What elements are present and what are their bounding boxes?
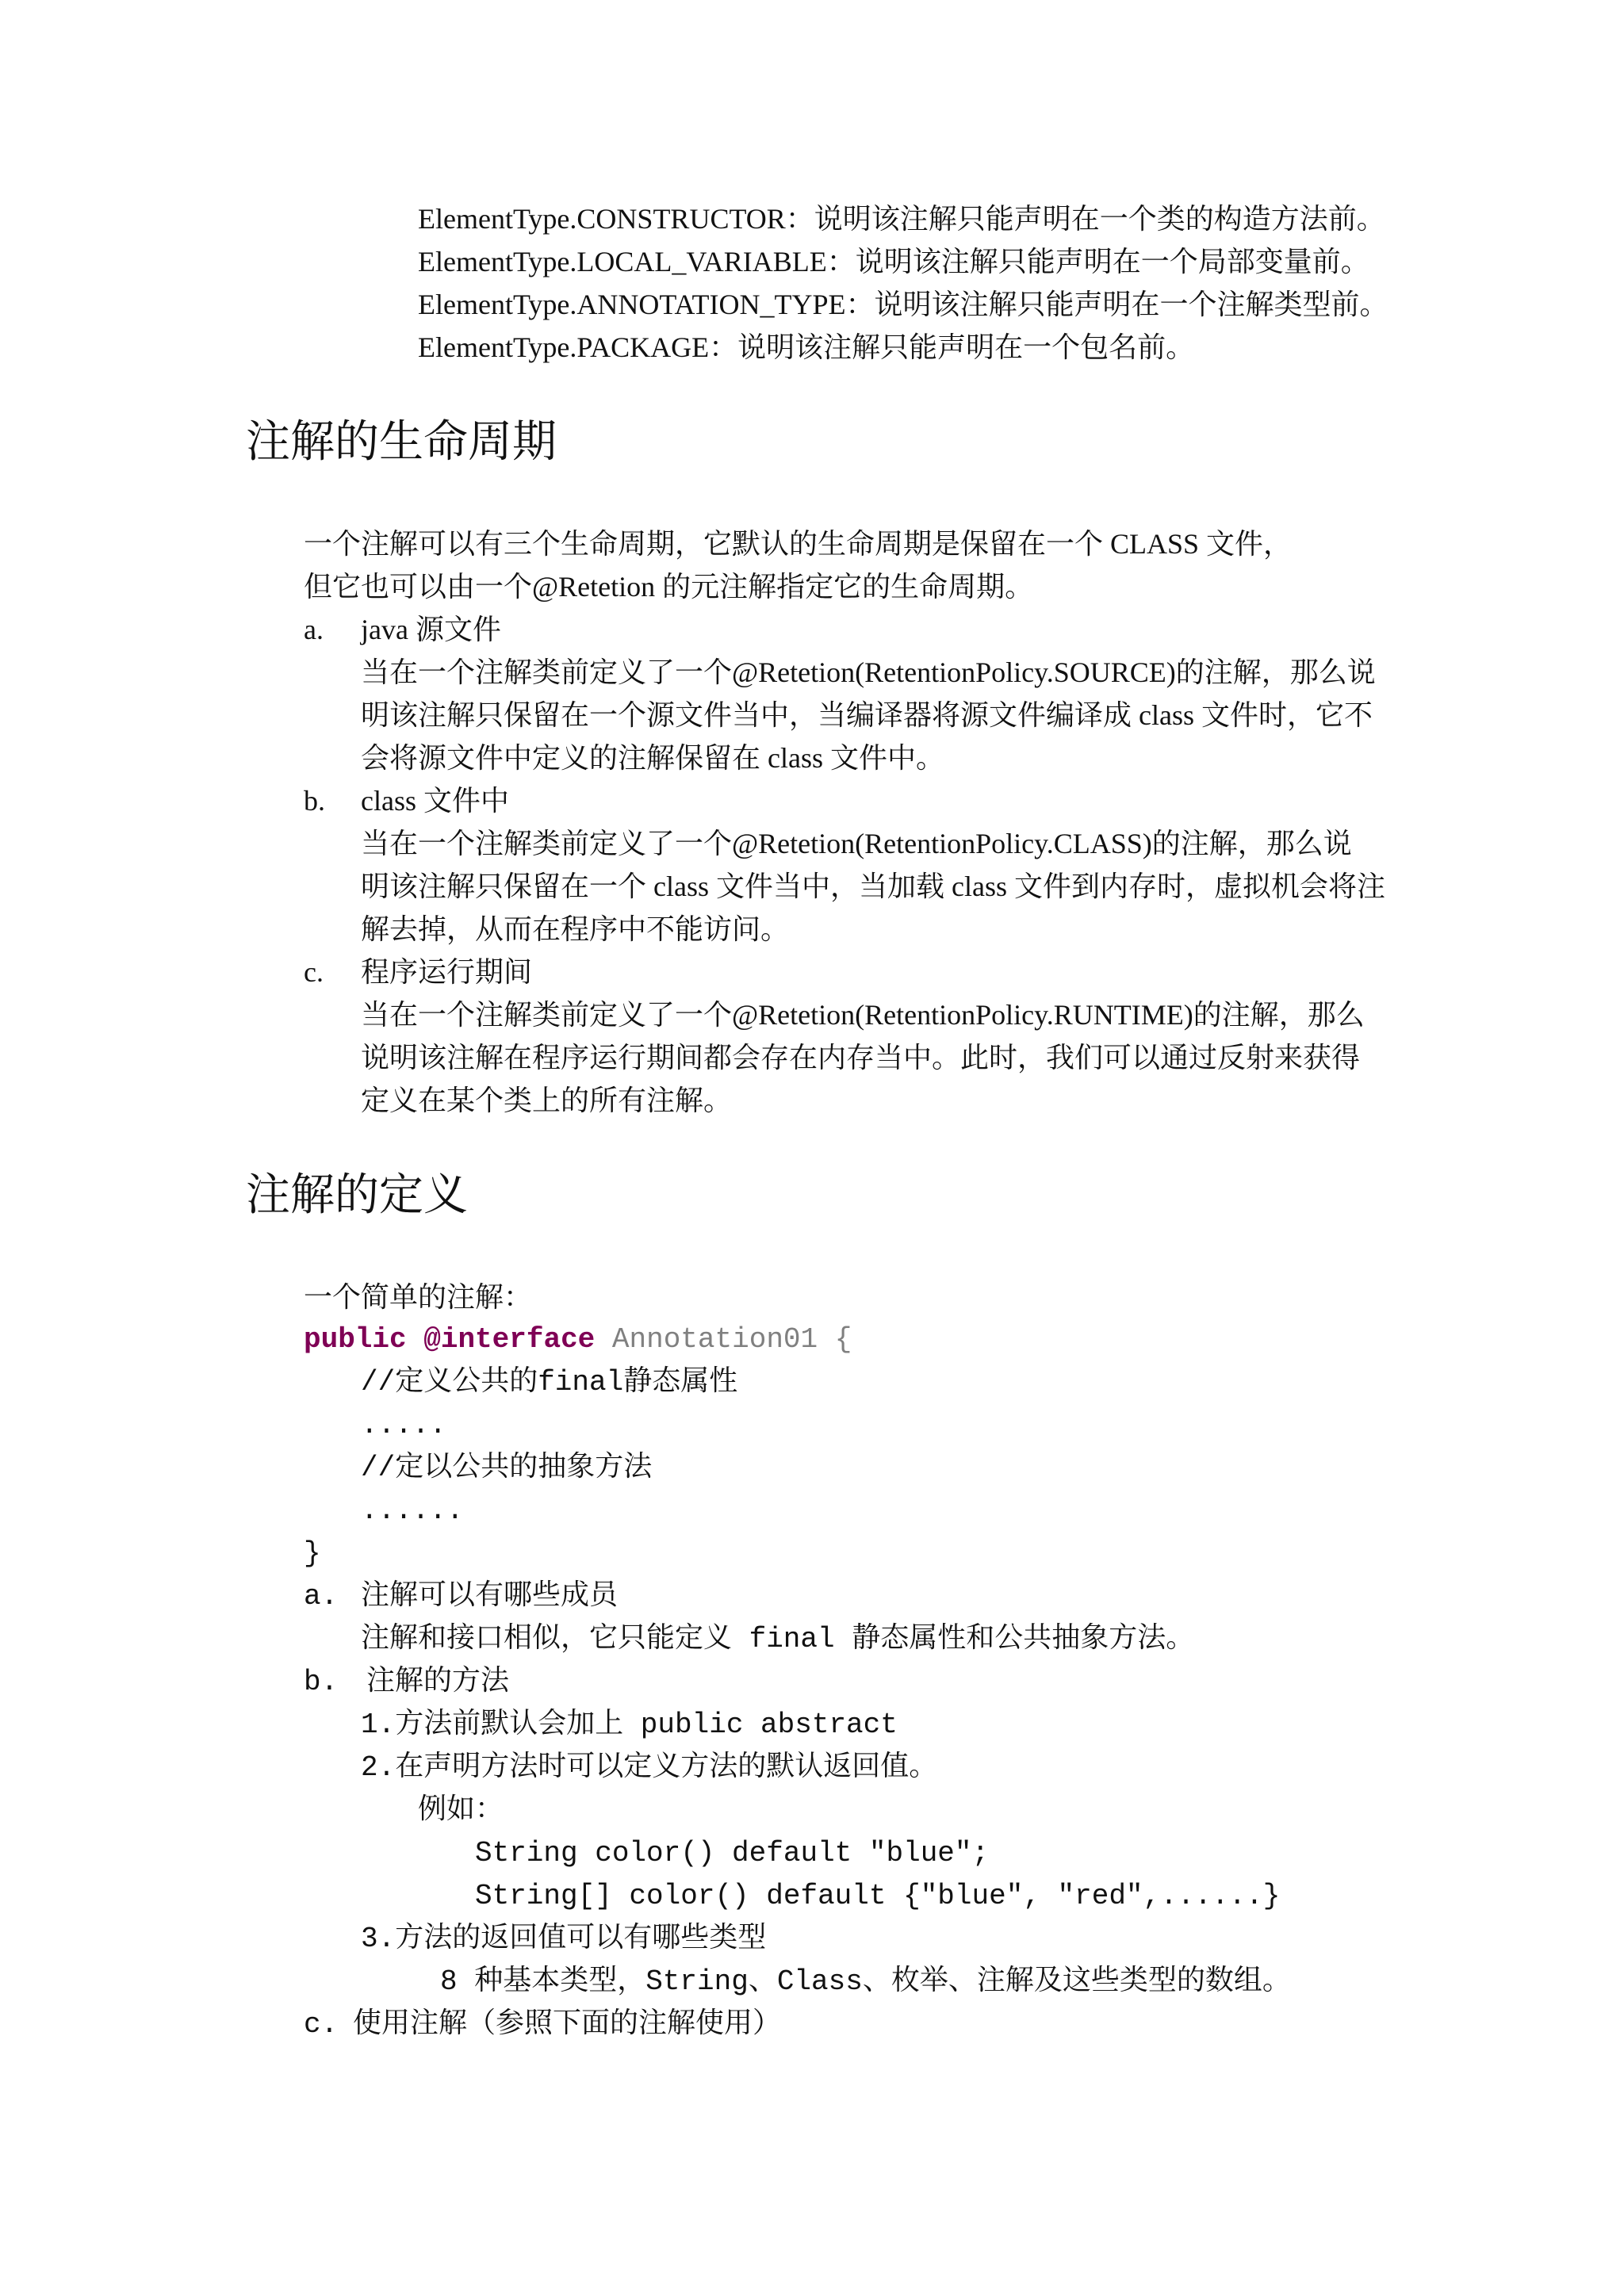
- definition-c-title: 使用注解（参照下面的注解使用）: [353, 2008, 782, 2041]
- code-keyword-public: public: [304, 1323, 407, 1356]
- list-marker-a: a.: [304, 614, 324, 645]
- lifecycle-item-a-line-3: 会将源文件中定义的注解保留在 class 文件中。: [361, 742, 944, 774]
- code-dots-1: .....: [361, 1409, 447, 1441]
- lifecycle-item-b-line-3: 解去掉，从而在程序中不能访问。: [361, 913, 790, 945]
- lifecycle-item-c-line-1: 当在一个注解类前定义了一个@Retetion(RetentionPolicy.RUNTIME)的注解，那么: [361, 999, 1365, 1031]
- lifecycle-item-a-title: java 源文件: [361, 614, 501, 645]
- lifecycle-item-b-line-2: 明该注解只保留在一个 class 文件当中，当加载 class 文件到内存时，虚拟机会将注: [361, 871, 1385, 902]
- lifecycle-item-b-line-1: 当在一个注解类前定义了一个@Retetion(RetentionPolicy.CLASS)的注解，那么说: [361, 828, 1352, 859]
- code-annotation-name: Annotation01 {: [611, 1323, 852, 1356]
- lifecycle-item-c-line-2: 说明该注解在程序运行期间都会存在内存当中。此时，我们可以通过反射来获得: [361, 1042, 1361, 1073]
- lifecycle-item-a-line-1: 当在一个注解类前定义了一个@Retetion(RetentionPolicy.SOURCE)的注解，那么说: [361, 656, 1376, 688]
- definition-intro: 一个简单的注解：: [304, 1281, 533, 1313]
- code-dots-2: ......: [361, 1494, 464, 1527]
- code-line-declaration: [304, 1323, 852, 1356]
- definition-a-title: 注解可以有哪些成员: [361, 1580, 619, 1613]
- section-heading-lifecycle: 注解的生命周期: [246, 418, 557, 467]
- element-type-package: ElementType.PACKAGE：说明该注解只能声明在一个包名前。: [418, 331, 1195, 363]
- element-type-local-variable: ElementType.LOCAL_VARIABLE：说明该注解只能声明在一个局部变量前。: [418, 246, 1369, 277]
- definition-b-point-1: 1.方法前默认会加上 public abstract: [361, 1709, 898, 1741]
- element-type-annotation-type: ElementType.ANNOTATION_TYPE：说明该注解只能声明在一个注解类型前。: [418, 289, 1388, 320]
- list-marker-def-b: b.: [304, 1666, 339, 1698]
- list-marker-def-c: c.: [304, 2008, 339, 2041]
- definition-a-desc: 注解和接口相似，它只能定义 final 静态属性和公共抽象方法。: [361, 1623, 1195, 1655]
- definition-b-title: 注解的方法: [366, 1666, 510, 1698]
- lifecycle-item-b-title: class 文件中: [361, 785, 509, 817]
- lifecycle-item-c-title: 程序运行期间: [361, 956, 533, 988]
- code-comment-2: //定以公共的抽象方法: [361, 1452, 653, 1484]
- definition-b-example-2: String[] color() default {"blue", "red",......}: [475, 1880, 1281, 1912]
- code-comment-1: //定义公共的final静态属性: [361, 1366, 738, 1399]
- lifecycle-item-c-line-3: 定义在某个类上的所有注解。: [361, 1085, 733, 1116]
- list-marker-b: b.: [304, 785, 325, 817]
- lifecycle-item-a-line-2: 明该注解只保留在一个源文件当中，当编译器将源文件编译成 class 文件时，它不: [361, 699, 1373, 731]
- definition-b-example-1: String color() default "blue";: [475, 1837, 990, 1869]
- code-keyword-interface: @interface: [423, 1323, 596, 1356]
- definition-b-point-3-desc: 8 种基本类型，String、Class、枚举、注解及这些类型的数组。: [440, 1965, 1291, 1998]
- lifecycle-intro-line-2: 但它也可以由一个@Retetion 的元注解指定它的生命周期。: [304, 571, 1034, 603]
- list-marker-c: c.: [304, 956, 324, 988]
- lifecycle-intro-line-1: 一个注解可以有三个生命周期，它默认的生命周期是保留在一个 CLASS 文件，: [304, 528, 1293, 560]
- list-marker-def-a: a.: [304, 1580, 339, 1613]
- definition-b-example-label: 例如：: [418, 1794, 504, 1827]
- definition-b-point-3: 3.方法的返回值可以有哪些类型: [361, 1923, 767, 1955]
- definition-b-point-2: 2.在声明方法时可以定义方法的默认返回值。: [361, 1751, 938, 1784]
- code-closing-brace: }: [304, 1537, 321, 1570]
- element-type-constructor: ElementType.CONSTRUCTOR：说明该注解只能声明在一个类的构造方法前。: [418, 203, 1385, 235]
- section-heading-definition: 注解的定义: [246, 1171, 468, 1220]
